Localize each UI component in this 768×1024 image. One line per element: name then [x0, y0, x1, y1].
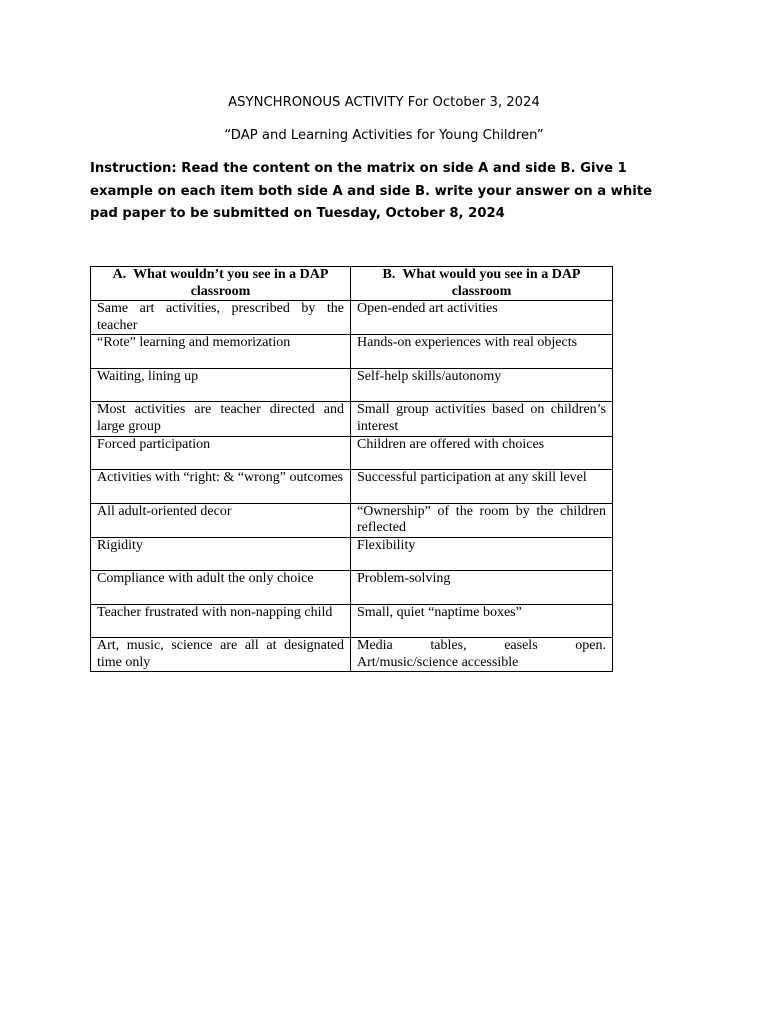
- side-a-cell: Activities with “right: & “wrong” outcomes: [91, 470, 351, 504]
- side-b-cell: Successful participation at any skill level: [351, 470, 613, 504]
- table-row: [91, 503, 613, 537]
- side-b-cell: Small group activities based on children’s interest: [351, 402, 613, 436]
- column-a-header: A. What wouldn’t you see in a DAP classroom: [91, 267, 351, 301]
- side-b-cell: Children are offered with choices: [351, 436, 613, 470]
- table-row: [91, 537, 613, 571]
- matrix-header-row: [91, 267, 613, 301]
- side-b-cell: Problem-solving: [351, 571, 613, 605]
- column-b-header: B. What would you see in a DAP classroom: [351, 267, 613, 301]
- table-row: [91, 301, 613, 335]
- side-a-cell: “Rote” learning and memorization: [91, 335, 351, 369]
- side-b-cell: Self-help skills/autonomy: [351, 368, 613, 402]
- side-a-cell: Most activities are teacher directed and large group: [91, 402, 351, 436]
- table-row: [91, 335, 613, 369]
- side-a-cell: Forced participation: [91, 436, 351, 470]
- side-a-cell: Rigidity: [91, 537, 351, 571]
- side-b-cell: Hands-on experiences with real objects: [351, 335, 613, 369]
- side-a-cell: Waiting, lining up: [91, 368, 351, 402]
- side-a-cell: Compliance with adult the only choice: [91, 571, 351, 605]
- side-b-cell: Flexibility: [351, 537, 613, 571]
- side-a-cell: Teacher frustrated with non-napping child: [91, 604, 351, 638]
- side-b-cell: Open-ended art activities: [351, 301, 613, 335]
- table-row: [91, 638, 613, 672]
- document-title: ASYNCHRONOUS ACTIVITY For October 3, 2024: [228, 95, 540, 110]
- table-row: [91, 470, 613, 504]
- instruction-paragraph: Instruction: Read the content on the matrix on side A and side B. Give 1 example on each item both side A and side B. write your answer on a white pad paper to be submitted on Tuesday, October 8, 2024: [90, 161, 653, 221]
- table-row: [91, 571, 613, 605]
- table-row: [91, 436, 613, 470]
- side-b-cell: Small, quiet “naptime boxes”: [351, 604, 613, 638]
- side-a-cell: All adult-oriented decor: [91, 503, 351, 537]
- table-row: [91, 368, 613, 402]
- side-a-cell: Art, music, science are all at designated time only: [91, 638, 351, 672]
- side-b-cell: Media tables, easels open. Art/music/science accessible: [351, 638, 613, 672]
- activity-topic-title: “DAP and Learning Activities for Young Children”: [224, 128, 544, 143]
- table-row: [91, 402, 613, 436]
- dap-matrix-table: [90, 266, 613, 672]
- side-b-cell: “Ownership” of the room by the children reflected: [351, 503, 613, 537]
- table-row: [91, 604, 613, 638]
- side-a-cell: Same art activities, prescribed by the teacher: [91, 301, 351, 335]
